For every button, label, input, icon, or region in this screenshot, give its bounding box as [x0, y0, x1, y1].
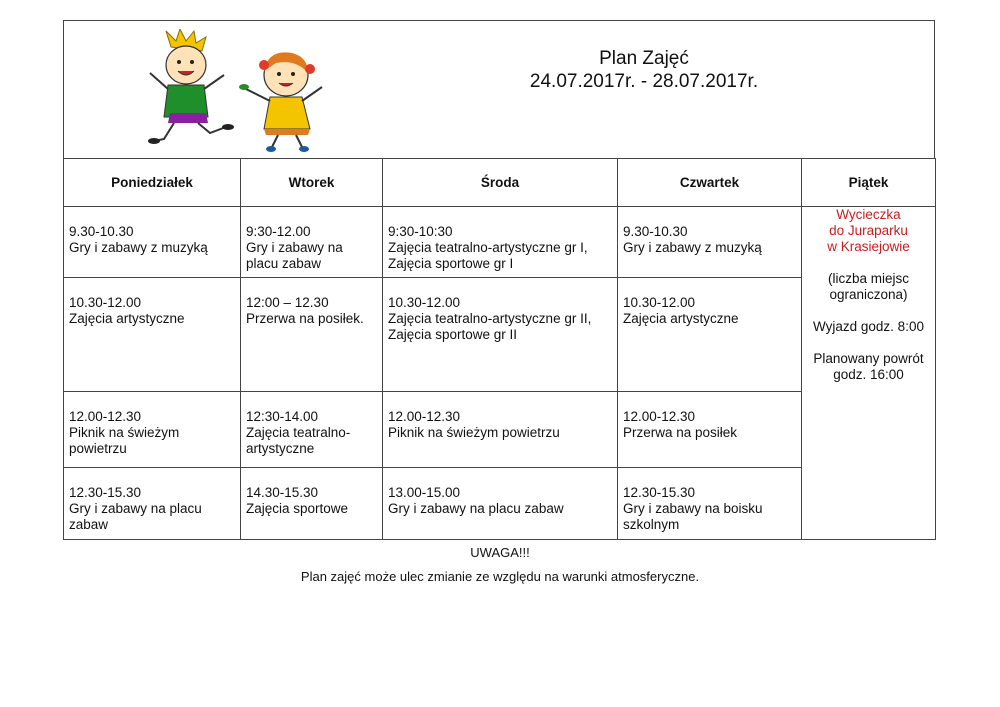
kids-illustration — [146, 29, 346, 153]
return-label: Planowany powrót — [813, 351, 924, 366]
time-slot: 9.30-10.30 — [623, 224, 688, 239]
day-header: Piątek — [802, 159, 936, 207]
schedule-cell — [64, 468, 241, 540]
day-header: Środa — [383, 159, 618, 207]
schedule-cell — [618, 207, 802, 278]
title-block — [494, 47, 794, 93]
schedule-sheet — [63, 20, 935, 540]
schedule-cell — [383, 207, 618, 278]
schedule-cell — [64, 207, 241, 278]
activity: Zajęcia teatralno-artystyczne gr I, Zajęcia sportowe gr I — [388, 240, 588, 271]
time-slot: 13.00-15.00 — [388, 485, 461, 500]
schedule-cell — [64, 392, 241, 468]
schedule-cell — [383, 392, 618, 468]
activity: Gry i zabawy z muzyką — [69, 240, 208, 255]
activity: Zajęcia teatralno-artystyczne — [246, 425, 351, 456]
trip-title: Wycieczka — [836, 207, 901, 222]
schedule-cell — [618, 468, 802, 540]
schedule-cell — [618, 278, 802, 392]
activity: Gry i zabawy na placu zabaw — [69, 501, 202, 532]
schedule-cell — [241, 468, 383, 540]
time-slot: 12:00 – 12.30 — [246, 295, 329, 310]
activity: Gry i zabawy na placu zabaw — [388, 501, 564, 516]
activity: Zajęcia teatralno-artystyczne gr II, Zajęcia sportowe gr II — [388, 311, 592, 342]
schedule-table — [63, 158, 936, 540]
activity: Piknik na świeżym powietrzu — [388, 425, 560, 440]
boy-figure — [148, 29, 234, 144]
time-slot: 10.30-12.00 — [623, 295, 696, 310]
trip-destination: do Juraparku — [829, 223, 908, 238]
time-slot: 12.30-15.30 — [69, 485, 142, 500]
time-slot: 10.30-12.00 — [69, 295, 142, 310]
notes-block — [0, 545, 1000, 584]
seat-limit-note: (liczba miejsc ograniczona) — [827, 271, 909, 302]
time-slot: 12.30-15.30 — [623, 485, 696, 500]
date-range: 24.07.2017r. - 28.07.2017r. — [529, 71, 759, 92]
table-row — [64, 207, 936, 278]
activity: Zajęcia sportowe — [246, 501, 349, 516]
time-slot: 12:30-14.00 — [246, 409, 319, 424]
time-slot: 12.00-12.30 — [388, 409, 461, 424]
activity: Zajęcia artystyczne — [69, 311, 185, 326]
activity: Gry i zabawy z muzyką — [623, 240, 762, 255]
friday-cell — [802, 207, 936, 540]
girl-figure — [239, 52, 322, 152]
warning-label: UWAGA!!! — [470, 545, 530, 560]
activity: Gry i zabawy na placu zabaw — [246, 240, 343, 271]
trip-location: w Krasiejowie — [827, 239, 910, 254]
activity: Zajęcia artystyczne — [623, 311, 739, 326]
schedule-cell — [383, 468, 618, 540]
time-slot: 9:30-10:30 — [388, 224, 453, 239]
day-header-row — [64, 159, 936, 207]
schedule-cell — [241, 207, 383, 278]
day-header: Czwartek — [618, 159, 802, 207]
activity: Przerwa na posiłek. — [246, 311, 364, 326]
schedule-cell — [241, 278, 383, 392]
day-header: Poniedziałek — [64, 159, 241, 207]
header-box — [63, 20, 935, 158]
schedule-cell — [64, 278, 241, 392]
return-time: godz. 16:00 — [833, 367, 904, 382]
time-slot: 9:30-12.00 — [246, 224, 311, 239]
departure-time: Wyjazd godz. 8:00 — [813, 319, 924, 334]
time-slot: 9.30-10.30 — [69, 224, 134, 239]
schedule-cell — [383, 278, 618, 392]
page-title: Plan Zajęć — [599, 48, 689, 69]
time-slot: 14.30-15.30 — [246, 485, 319, 500]
day-header: Wtorek — [241, 159, 383, 207]
weather-note: Plan zajęć może ulec zmianie ze względu na warunki atmosferyczne. — [300, 569, 700, 584]
time-slot: 12.00-12.30 — [623, 409, 696, 424]
activity: Przerwa na posiłek — [623, 425, 738, 440]
schedule-cell — [618, 392, 802, 468]
time-slot: 10.30-12.00 — [388, 295, 461, 310]
activity: Piknik na świeżym powietrzu — [69, 425, 180, 456]
time-slot: 12.00-12.30 — [69, 409, 142, 424]
schedule-cell — [241, 392, 383, 468]
activity: Gry i zabawy na boisku szkolnym — [623, 501, 763, 532]
